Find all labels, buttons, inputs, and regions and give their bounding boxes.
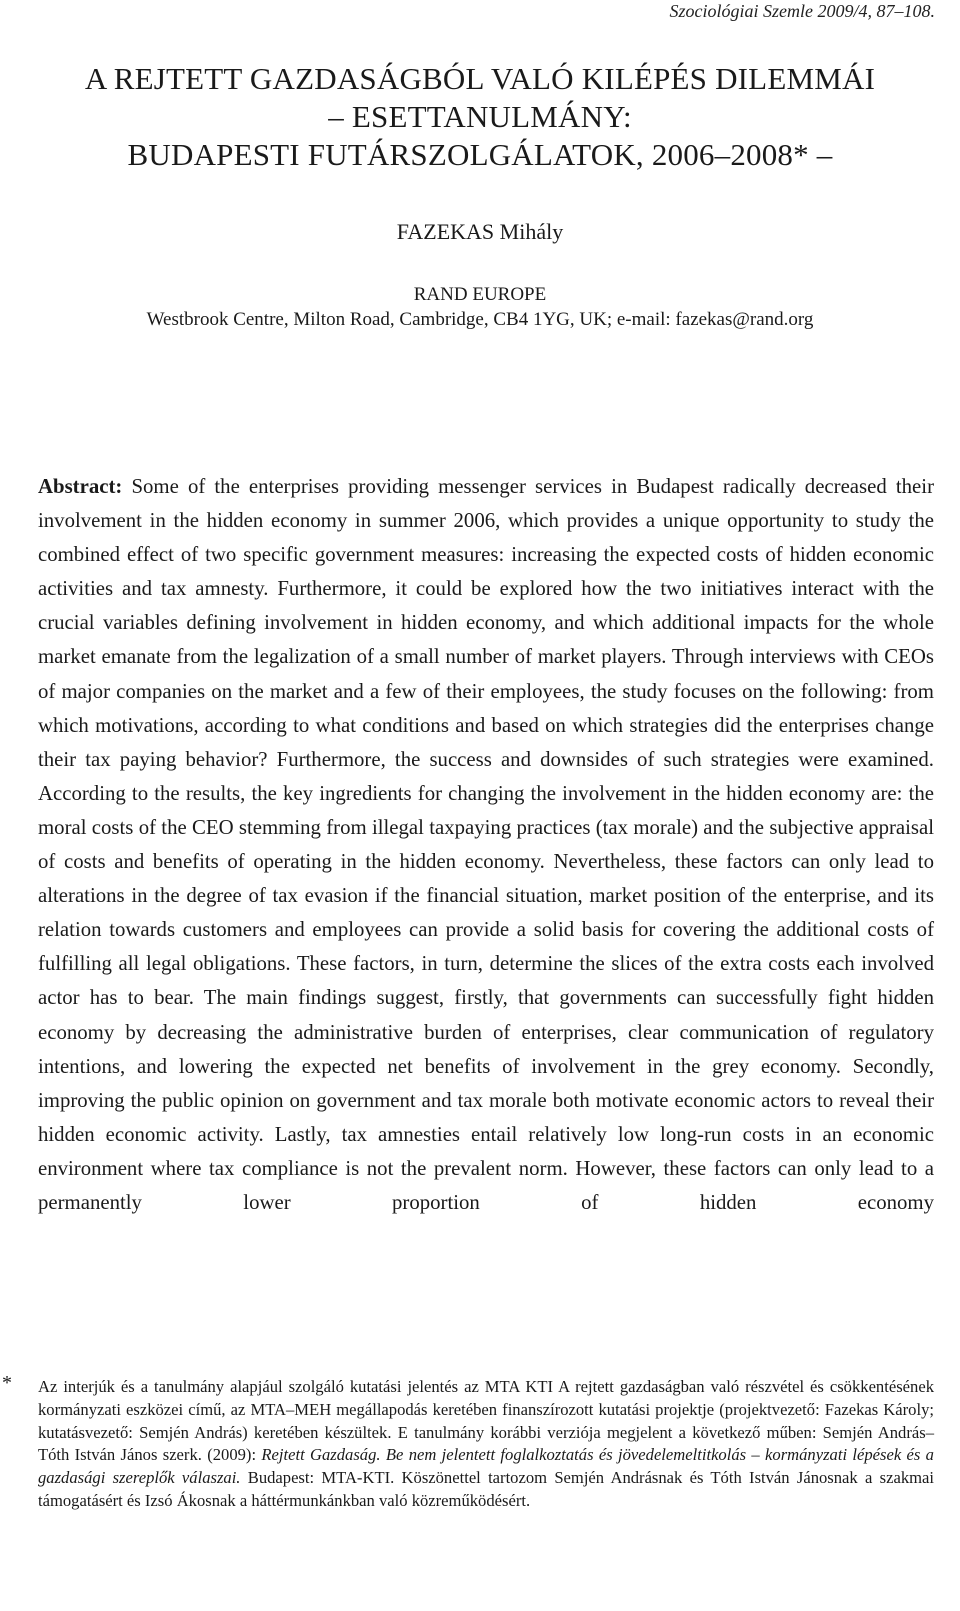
affiliation-org: RAND EUROPE	[413, 284, 547, 305]
author-affiliation	[0, 282, 960, 332]
footnote-text-part1: Az interjúk és a tanulmány alapjául szolgáló kutatási jelentés az MTA KTI A rejtett gazdaságban való részvétel és csökkentésének kormányzati eszközei című, az MTA–MEH megállapodás keretében finanszírozott kutatási projektje (projektvezető: Fazekas Károly; kutatásvezető: Semjén András) keretében készültek. E tanulmány korábbi verziója megjelent a következő műben: Semjén András–Tóth István János szerk. (2009):	[38, 1377, 934, 1465]
footnote-cited-title: Rejtett Gazdaság. Be nem jelentett foglalkoztatás és jövedelemeltitkolás – kormányzati lépések és a gazdasági szereplők válaszai.	[38, 1445, 934, 1488]
author-name: FAZEKAS Mihály	[396, 219, 564, 244]
footnote-text-part2: Budapest: MTA-KTI. Köszönettel tartozom Semjén Andrásnak és Tóth István Jánosnak a szakmai támogatásért és Izsó Ákosnak a háttérmunkánkban való közreműködésért.	[38, 1468, 934, 1510]
title-line-2: – ESETTANULMÁNY:	[328, 99, 632, 134]
running-header: Szociológiai Szemle 2009/4, 87–108.	[669, 1, 935, 21]
footnote	[2, 1372, 934, 1513]
abstract	[38, 470, 934, 1220]
abstract-text: Some of the enterprises providing messenger services in Budapest radically decreased their involvement in the hidden economy in summer 2006, which provides a unique opportunity to study the combined effect of two specific government measures: increasing the expected costs of hidden economic activities and tax amnesty. Furthermore, it could be explored how the two initiatives interact with the crucial variables defining involvement in hidden economy, and which additional impacts for the whole market emanate from the legalization of a small number of market players. Through interviews with CEOs of major companies on the market and a few of their employees, the study focuses on the following: from which motivations, according to what conditions and based on which strategies did the enterprises change their tax paying behavior? Furthermore, the success and downsides of such strategies were examined. According to the results, the key ingredients for changing the involvement in the hidden economy are: the moral costs of the CEO stemming from illegal taxpaying practices (tax morale) and the subjective appraisal of costs and benefits of operating in the hidden economy. Nevertheless, these factors can only lead to alterations in the degree of tax evasion if the financial situation, market position of the enterprise, and its relation towards customers and employees can provide a solid basis for covering the additional costs of fulfilling all legal obligations. These factors, in turn, determine the slices of the extra costs each involved actor has to bear. The main findings suggest, firstly, that governments can successfully fight hidden economy by decreasing the administrative burden of enterprises, clear communication of regulatory intentions, and lowering the expected net benefits of involvement in the grey economy. Secondly, improving the public opinion on government and tax morale both motivate economic actors to reveal their hidden economic activity. Lastly, tax amnesties entail relatively low long-run costs in an economic environment where tax compliance is not the prevalent norm. However, these factors can only lead to a permanently lower proportion of hidden economy	[38, 475, 934, 1214]
title-line-1: A REJTETT GAZDASÁGBÓL VALÓ KILÉPÉS DILEMMÁI	[84, 61, 876, 96]
affiliation-address: Westbrook Centre, Milton Road, Cambridge, CB4 1YG, UK; e-mail: fazekas@rand.org	[146, 309, 814, 330]
title-line-3: BUDAPESTI FUTÁRSZOLGÁLATOK, 2006–2008* –	[127, 137, 833, 172]
footnote-mark: *	[2, 1372, 12, 1394]
abstract-label: Abstract:	[38, 475, 123, 498]
article-title	[0, 60, 960, 174]
